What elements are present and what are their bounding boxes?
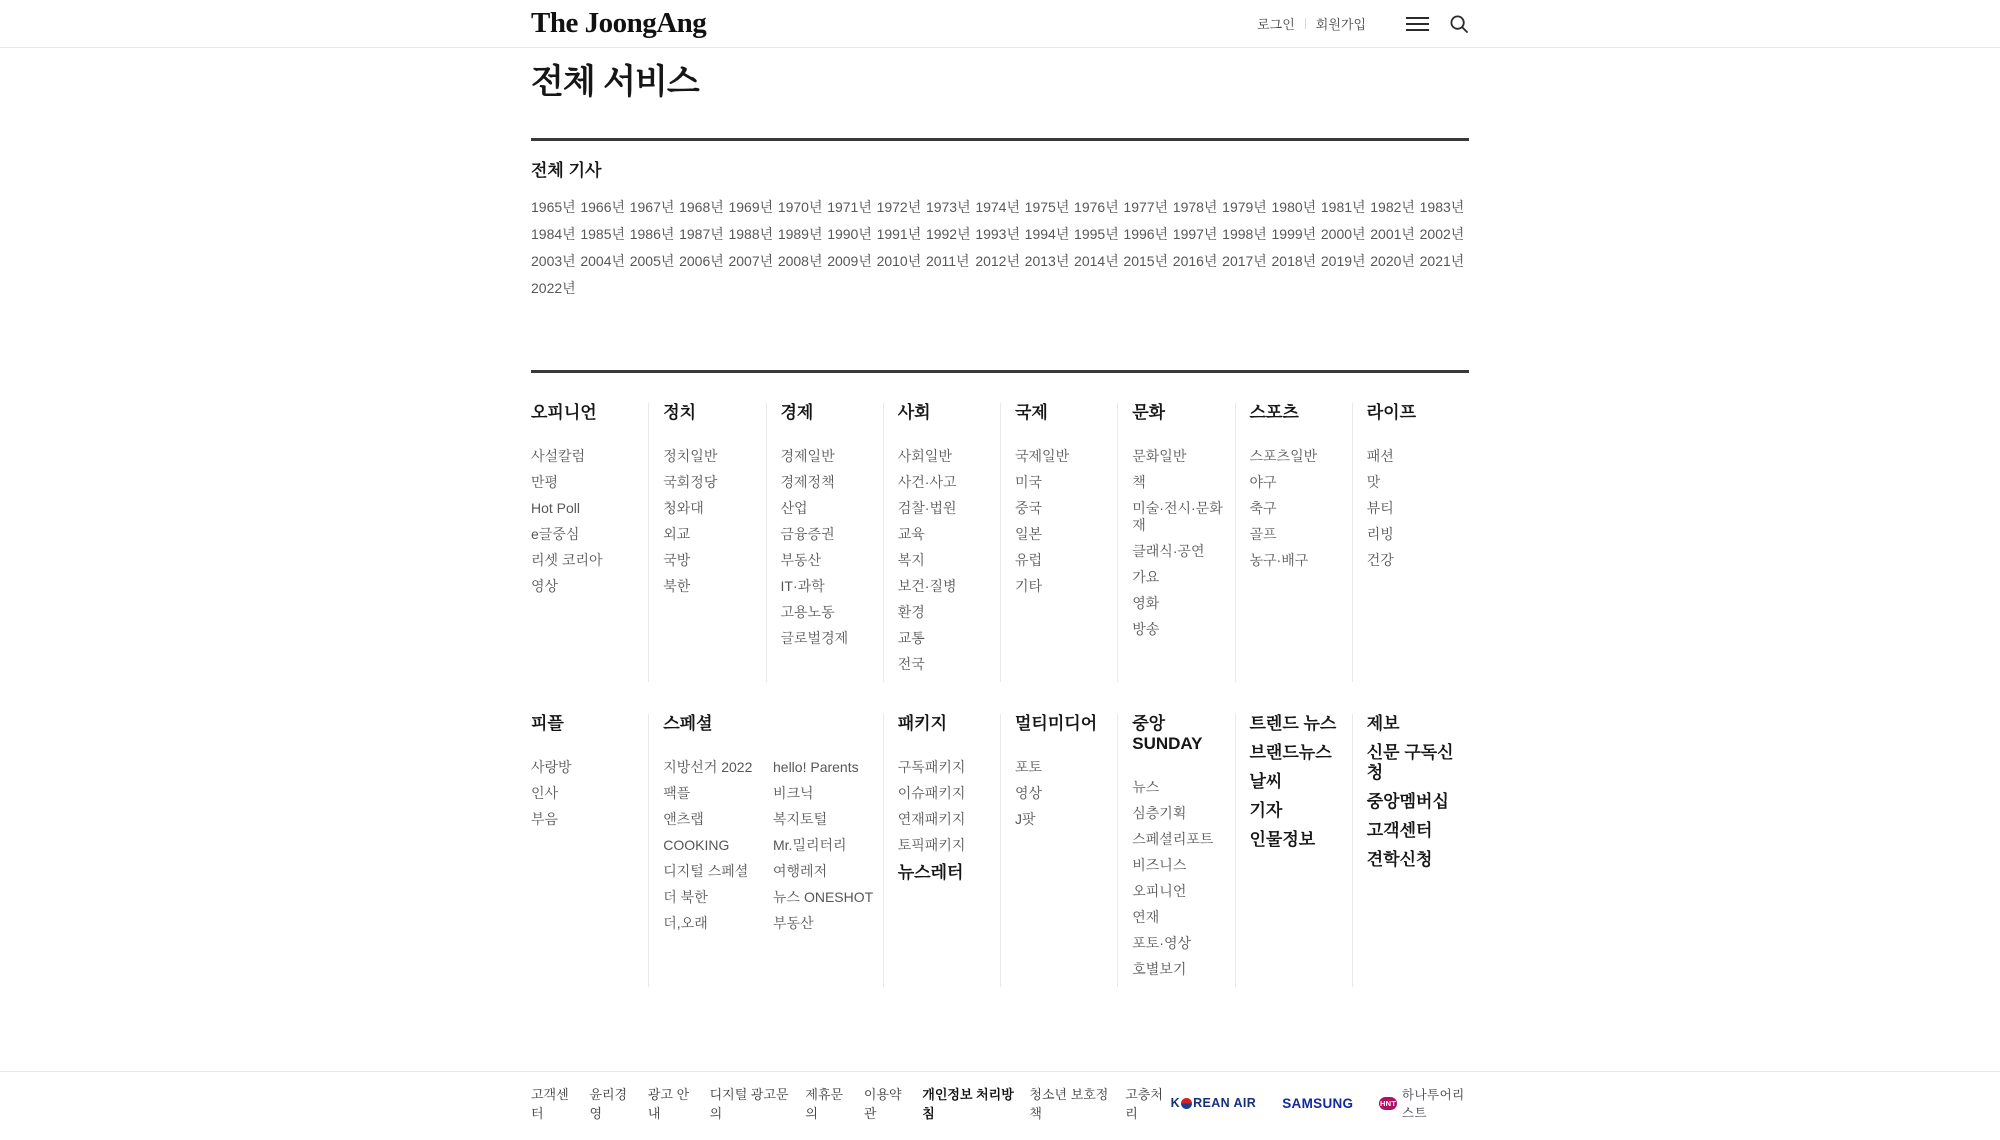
service-link[interactable]: 비즈니스 [1132,857,1187,873]
category-link[interactable]: 기타 [1015,578,1043,594]
site-header [0,0,2000,48]
footer-link[interactable]: 이용약관 [863,1087,902,1121]
category-link[interactable]: 북한 [663,578,691,594]
category-link[interactable]: 영화 [1132,595,1160,611]
year-link[interactable]: 1972년 [876,199,922,215]
trend-link[interactable]: 브랜드뉴스 [1249,743,1332,762]
title-rule [531,138,1469,141]
korean-air-logo[interactable]: K REAN AIR [1170,1096,1257,1110]
category-link[interactable]: 사설칼럼 [531,448,586,464]
year-link[interactable]: 2016년 [1172,253,1218,269]
support-link[interactable]: 중앙멤버십 [1366,792,1449,811]
category-link[interactable]: 사회일반 [897,448,952,464]
year-link[interactable]: 2006년 [679,253,724,269]
year-link[interactable]: 1976년 [1074,199,1119,215]
category-link[interactable]: 건강 [1366,552,1394,568]
year-link[interactable]: 1988년 [728,226,774,242]
service-link[interactable]: 디지털 스페셜 [663,863,749,879]
year-link[interactable]: 1973년 [925,199,971,215]
year-link[interactable]: 1966년 [580,199,626,215]
column-title[interactable]: 패키지 [897,714,948,733]
service-link[interactable]: 더 북한 [663,889,708,905]
footer-link[interactable]: 디지털 광고문의 [709,1087,789,1121]
year-link[interactable]: 2005년 [629,253,675,269]
year-link[interactable]: 2018년 [1271,253,1317,269]
service-link[interactable]: 포토·영상 [1132,935,1192,951]
service-link[interactable]: 이슈패키지 [897,785,966,801]
category-link[interactable]: 경제일반 [780,448,835,464]
category-link[interactable]: 클래식·공연 [1132,543,1205,559]
year-link[interactable]: 2012년 [975,253,1020,269]
category-link[interactable]: 국제일반 [1015,448,1070,464]
section-rule [531,370,1469,373]
category-link[interactable]: 고용노동 [780,604,835,620]
year-link[interactable]: 1990년 [827,226,872,242]
year-link[interactable]: 2008년 [777,253,823,269]
newsletter-title[interactable]: 뉴스레터 [897,863,964,882]
category-link[interactable]: 금융증권 [780,526,835,542]
category-link[interactable]: 책 [1132,474,1146,490]
column-sports [1235,403,1352,682]
service-link[interactable]: 호별보기 [1132,961,1187,977]
year-link[interactable]: 1993년 [975,226,1020,242]
category-link[interactable]: 부동산 [780,552,822,568]
service-link[interactable]: 뉴스 ONESHOT [773,889,874,905]
column-title[interactable]: 경제 [780,403,814,422]
site-logo[interactable]: The JoongAng [531,7,707,39]
year-link[interactable]: 2011년 [925,253,970,269]
site-footer [0,1071,2000,1140]
footer-link[interactable]: 청소년 보호정책 [1029,1087,1109,1121]
auth-divider [1305,18,1306,29]
year-link[interactable]: 2021년 [1419,253,1465,269]
year-link[interactable]: 1968년 [679,199,724,215]
column-trend [1235,714,1352,987]
category-link[interactable]: 전국 [897,656,925,672]
year-link[interactable]: 1967년 [629,199,675,215]
column-title[interactable]: 멀티미디어 [1015,714,1098,733]
service-link[interactable]: 연재 [1132,909,1160,925]
category-link[interactable]: 만평 [531,474,559,490]
header-actions [1257,12,1469,35]
hanatour-logo[interactable]: HNT 하나투어리스트 [1379,1088,1465,1120]
category-link[interactable]: 유럽 [1015,552,1043,568]
year-link[interactable]: 1998년 [1222,226,1267,242]
service-link[interactable]: J팟 [1015,811,1036,827]
category-link[interactable]: 정치일반 [663,448,718,464]
samsung-logo[interactable]: SAMSUNG [1282,1095,1354,1111]
category-link[interactable]: 문화일반 [1132,448,1187,464]
year-link[interactable]: 2007년 [728,253,774,269]
auth-nav [1257,12,1366,35]
support-link[interactable]: 견학신청 [1366,850,1433,869]
footer-link[interactable]: 윤리경영 [589,1087,628,1121]
service-link[interactable]: 포토 [1015,759,1043,775]
service-link[interactable]: 오피니언 [1132,883,1187,899]
category-link[interactable]: 뷰티 [1366,500,1394,516]
category-link[interactable]: 사건·사고 [897,474,957,490]
year-link[interactable]: 1994년 [1024,226,1070,242]
column-sunday [1117,714,1234,987]
category-link[interactable]: Hot Poll [531,500,581,516]
services-section [531,714,1469,987]
year-link[interactable]: 2013년 [1024,253,1070,269]
service-link[interactable]: 사랑방 [531,759,572,775]
column-title[interactable]: 오피니언 [531,403,597,422]
category-link[interactable]: 보건·질병 [897,578,957,594]
column-title[interactable]: 라이프 [1366,403,1417,422]
page-title: 전체 서비스 [531,63,699,101]
year-link[interactable]: 1982년 [1370,199,1415,215]
year-link[interactable]: 1986년 [629,226,675,242]
year-link[interactable]: 2020년 [1370,253,1415,269]
year-link[interactable]: 1974년 [975,199,1020,215]
year-link[interactable]: 1992년 [925,226,971,242]
category-link[interactable]: 국방 [663,552,691,568]
column-economy [766,403,883,682]
service-link[interactable]: 영상 [1015,785,1043,801]
column-package [883,714,1000,987]
column-title[interactable]: 사회 [897,403,931,422]
category-link[interactable]: 산업 [780,500,808,516]
year-link[interactable]: 1999년 [1271,226,1317,242]
login-link[interactable]: 로그인 [1257,17,1295,32]
category-link[interactable]: 교육 [897,526,925,542]
signup-link[interactable]: 회원가입 [1315,17,1366,32]
service-link[interactable]: 부음 [531,811,559,827]
category-link[interactable]: 리빙 [1366,526,1394,542]
category-link[interactable]: 패션 [1366,448,1394,464]
year-link[interactable]: 2009년 [827,253,872,269]
category-link[interactable]: 중국 [1015,500,1043,516]
trend-link[interactable]: 트렌드 뉴스 [1249,714,1337,733]
year-link[interactable]: 1970년 [777,199,823,215]
year-link[interactable]: 1983년 [1419,199,1465,215]
column-culture [1117,403,1234,682]
category-link[interactable]: e글중심 [531,526,580,542]
category-link[interactable]: 청와대 [663,500,704,516]
trend-link[interactable]: 기자 [1249,801,1283,820]
year-link[interactable]: 1980년 [1271,199,1317,215]
category-link[interactable]: 국회정당 [663,474,718,490]
year-link[interactable]: 2015년 [1123,253,1169,269]
column-title[interactable]: 스페셜 [663,714,713,733]
column-life [1352,403,1469,682]
column-politics [648,403,765,682]
column-title[interactable]: 중앙SUNDAY [1132,714,1203,753]
column-world [1000,403,1117,682]
year-link[interactable]: 1991년 [876,226,922,242]
menu-icon[interactable] [1406,17,1429,31]
service-link[interactable]: 여행레저 [773,863,828,879]
column-title[interactable]: 스포츠 [1249,403,1299,422]
column-special [648,714,883,987]
category-link[interactable]: 복지 [897,552,925,568]
service-link[interactable]: 구독패키지 [897,759,966,775]
service-link[interactable]: 비크닉 [773,785,814,801]
years-grid [531,199,1469,297]
category-link[interactable]: 영상 [531,578,559,594]
year-link[interactable]: 2003년 [531,253,576,269]
trend-link[interactable]: 날씨 [1249,772,1283,791]
column-support [1352,714,1469,987]
year-link[interactable]: 1996년 [1123,226,1169,242]
year-link[interactable]: 2004년 [580,253,626,269]
service-link[interactable]: 더,오래 [663,915,708,931]
column-title[interactable]: 문화 [1132,403,1166,422]
category-link[interactable]: 농구·배구 [1249,552,1309,568]
taegeuk-icon [1181,1098,1192,1109]
all-articles-section [531,161,1469,297]
category-link[interactable]: 경제정책 [780,474,835,490]
year-link[interactable]: 1969년 [728,199,774,215]
category-link[interactable]: 미국 [1015,474,1043,490]
year-link[interactable]: 1978년 [1172,199,1218,215]
service-link[interactable]: COOKING [663,837,730,853]
year-link[interactable]: 2017년 [1222,253,1267,269]
service-link[interactable]: 뉴스 [1132,779,1160,795]
column-title[interactable]: 국제 [1015,403,1048,422]
category-link[interactable]: 스포츠일반 [1249,448,1318,464]
service-link[interactable]: hello! Parents [773,759,859,775]
year-link[interactable]: 1975년 [1024,199,1070,215]
column-people [531,714,648,987]
category-link[interactable]: 골프 [1249,526,1277,542]
footer-link[interactable]: 고충처리 [1125,1087,1163,1121]
service-link[interactable]: 토픽패키지 [897,837,966,853]
year-link[interactable]: 1981년 [1320,199,1366,215]
category-link[interactable]: 일본 [1015,526,1043,542]
footer-link[interactable]: 제휴문의 [805,1087,844,1121]
service-link[interactable]: 앤츠랩 [663,811,704,827]
footer-link-privacy[interactable]: 개인정보 처리방침 [922,1087,1014,1121]
category-link[interactable]: 가요 [1132,569,1160,585]
column-opinion [531,403,648,682]
support-link[interactable]: 고객센터 [1366,821,1433,840]
category-link[interactable]: 축구 [1249,500,1277,516]
footer-link[interactable]: 고객센터 [531,1087,569,1121]
service-link[interactable]: 인사 [531,785,559,801]
service-link[interactable]: 복지토털 [773,811,828,827]
year-link[interactable]: 2000년 [1320,226,1366,242]
hnt-badge-icon: HNT [1379,1098,1397,1108]
category-link[interactable]: IT·과학 [780,578,825,594]
service-link[interactable]: 부동산 [773,915,814,931]
category-link[interactable]: 검찰·법원 [897,500,957,516]
column-title[interactable]: 정치 [663,403,697,422]
column-title[interactable]: 피플 [531,714,564,733]
year-link[interactable]: 2022년 [531,280,576,296]
column-multimedia [1000,714,1117,987]
category-link[interactable]: 환경 [897,604,925,620]
support-link[interactable]: 제보 [1366,714,1400,733]
main-content [531,62,1469,987]
year-link[interactable]: 1965년 [531,199,576,215]
all-articles-title: 전체 기사 [531,161,602,180]
year-link[interactable]: 1984년 [531,226,576,242]
year-link[interactable]: 2010년 [876,253,922,269]
category-link[interactable]: 방송 [1132,621,1160,637]
service-link[interactable]: 스페셜리포트 [1132,831,1214,847]
column-society [883,403,1000,682]
year-link[interactable]: 1979년 [1222,199,1267,215]
footer-link[interactable]: 광고 안내 [647,1087,690,1121]
year-link[interactable]: 2019년 [1320,253,1366,269]
category-link[interactable]: 미술·전시·문화재 [1132,500,1223,533]
year-link[interactable]: 1997년 [1172,226,1218,242]
year-link[interactable]: 1987년 [679,226,724,242]
footer-logos [1171,1085,1469,1121]
category-link[interactable]: 야구 [1249,474,1277,490]
year-link[interactable]: 1989년 [777,226,823,242]
special-sublists [663,759,883,941]
trend-link[interactable]: 인물정보 [1249,830,1316,849]
categories-section [531,403,1469,682]
year-link[interactable]: 1995년 [1074,226,1119,242]
service-link[interactable]: 팩플 [663,785,691,801]
service-link[interactable]: 연재패키지 [897,811,966,827]
service-link[interactable]: 지방선거 2022 [663,759,753,775]
year-link[interactable]: 2002년 [1419,226,1465,242]
footer-links [531,1084,1171,1122]
category-link[interactable]: 글로벌경제 [780,630,849,646]
service-link[interactable]: 심층기획 [1132,805,1187,821]
service-link[interactable]: Mr.밀리터리 [773,837,847,853]
support-link[interactable]: 신문 구독신청 [1366,743,1454,782]
year-link[interactable]: 1985년 [580,226,626,242]
category-link[interactable]: 교통 [897,630,925,646]
year-link[interactable]: 2001년 [1370,226,1415,242]
search-icon[interactable] [1449,14,1469,34]
category-link[interactable]: 맛 [1366,474,1381,490]
category-link[interactable]: 리셋 코리아 [531,552,603,568]
category-link[interactable]: 외교 [663,526,691,542]
year-link[interactable]: 1971년 [827,199,872,215]
year-link[interactable]: 1977년 [1123,199,1169,215]
year-link[interactable]: 2014년 [1074,253,1119,269]
